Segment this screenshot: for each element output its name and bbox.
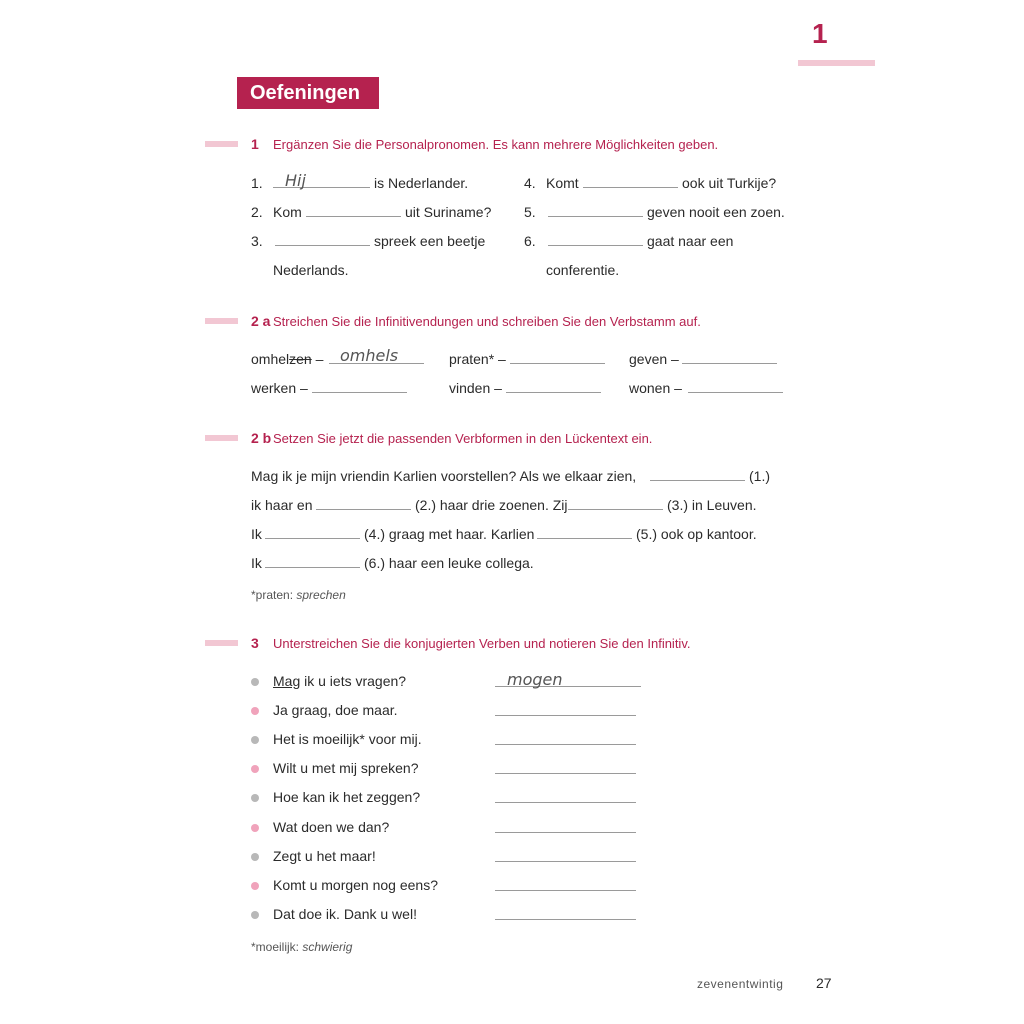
ex2b-text-line-3c: (5.) ook op kantoor. — [636, 526, 757, 542]
chapter-bar — [798, 60, 875, 66]
ex3-sentence-1-rest: ik u iets vragen? — [300, 673, 407, 689]
ex3-sentence-8: Komt u morgen nog eens? — [273, 877, 438, 893]
ex1-item-1-num: 1. — [251, 175, 263, 191]
exercise-1-bar — [205, 141, 238, 147]
ex1-item-6-blank[interactable] — [548, 245, 643, 246]
ex2b-text-line-2a: ik haar en — [251, 497, 313, 513]
ex2b-text-line-3a: Ik — [251, 526, 262, 542]
ex2b-blank-3[interactable] — [568, 509, 663, 510]
exercise-2a-instruction: Streichen Sie die Infinitivendungen und schreiben Sie den Verbstamm auf. — [273, 314, 701, 329]
ex2a-blank-2[interactable] — [510, 363, 605, 364]
ex2b-blank-4[interactable] — [265, 538, 360, 539]
ex2a-item-praten: praten* – — [449, 351, 506, 367]
exercise-1-instruction: Ergänzen Sie die Personalpronomen. Es kann mehrere Möglichkeiten geben. — [273, 137, 719, 152]
exercise-2a-number: 2 a — [251, 313, 271, 329]
ex2b-footnote-value: sprechen — [296, 588, 346, 602]
ex1-item-3-cont: Nederlands. — [273, 262, 349, 278]
ex1-item-6-num: 6. — [524, 233, 536, 249]
bullet-icon — [251, 794, 259, 802]
ex2b-blank-5[interactable] — [537, 538, 632, 539]
bullet-icon — [251, 853, 259, 861]
exercise-1-number: 1 — [251, 136, 259, 152]
ex3-sentence-5: Hoe kan ik het zeggen? — [273, 789, 421, 805]
ex1-item-1-after: is Nederlander. — [374, 175, 469, 191]
ex1-item-5-num: 5. — [524, 204, 536, 220]
ex1-item-3-after: spreek een beetje — [374, 233, 486, 249]
bullet-icon — [251, 736, 259, 744]
ex2a-struck-ending: zen — [289, 351, 312, 367]
ex3-blank-2[interactable] — [495, 715, 636, 716]
ex2a-blank-6[interactable] — [688, 392, 783, 393]
ex1-item-5-after: geven nooit een zoen. — [647, 204, 785, 220]
exercise-3-number: 3 — [251, 635, 259, 651]
ex3-underlined-verb: Mag — [273, 673, 301, 689]
ex2a-item-werken: werken – — [251, 380, 308, 396]
ex3-blank-6[interactable] — [495, 832, 636, 833]
ex3-blank-3[interactable] — [495, 744, 636, 745]
ex1-item-2-after: uit Suriname? — [405, 204, 492, 220]
ex2b-footnote — [251, 588, 346, 602]
ex2b-text-line-4b: (6.) haar een leuke collega. — [364, 555, 534, 571]
exercise-3-instruction: Unterstreichen Sie die konjugierten Verben und notieren Sie den Infinitiv. — [273, 636, 691, 651]
ex3-sentence-4: Wilt u met mij spreken? — [273, 760, 419, 776]
ex1-item-4-num: 4. — [524, 175, 536, 191]
ex3-footnote-label: *moeilijk: — [251, 940, 300, 954]
ex3-footnote-value: schwierig — [302, 940, 353, 954]
ex3-sentence-6: Wat doen we dan? — [273, 819, 390, 835]
ex2b-blank-6[interactable] — [265, 567, 360, 568]
ex1-item-3-num: 3. — [251, 233, 263, 249]
page-number: 27 — [816, 975, 832, 991]
ex2b-text-line-1b: (1.) — [749, 468, 770, 484]
ex1-item-2-num: 2. — [251, 204, 263, 220]
exercise-2b-bar — [205, 435, 238, 441]
ex3-footnote — [251, 940, 352, 954]
ex2a-stem: omhel — [251, 351, 290, 367]
ex2b-text-line-2b: (2.) haar drie zoenen. Zij — [415, 497, 568, 513]
ex1-item-6-after: gaat naar een — [647, 233, 734, 249]
exercise-2a-bar — [205, 318, 238, 324]
ex2b-text-line-1a: Mag ik je mijn vriendin Karlien voorstellen? Als we elkaar zien, — [251, 468, 637, 484]
ex3-sentence-2: Ja graag, doe maar. — [273, 702, 398, 718]
ex3-blank-5[interactable] — [495, 802, 636, 803]
exercise-3-bar — [205, 640, 238, 646]
exercise-2b-number: 2 b — [251, 430, 272, 446]
ex2a-dash: – — [311, 351, 324, 367]
ex1-item-4-before: Komt — [546, 175, 579, 191]
ex2b-text-line-2c: (3.) in Leuven. — [667, 497, 757, 513]
ex2a-blank-4[interactable] — [312, 392, 407, 393]
ex2b-footnote-label: *praten: — [251, 588, 294, 602]
ex3-blank-7[interactable] — [495, 861, 636, 862]
bullet-icon — [251, 765, 259, 773]
page-number-word: zevenentwintig — [697, 977, 784, 991]
ex3-blank-4[interactable] — [495, 773, 636, 774]
ex3-answer-1: mogen — [507, 670, 563, 689]
ex2a-blank-5[interactable] — [506, 392, 601, 393]
ex3-blank-9[interactable] — [495, 919, 636, 920]
exercise-2b-instruction: Setzen Sie jetzt die passenden Verbformen in den Lückentext ein. — [273, 431, 653, 446]
ex2b-blank-2[interactable] — [316, 509, 411, 510]
chapter-number: 1 — [812, 18, 828, 49]
ex1-item-2-before: Kom — [273, 204, 302, 220]
ex1-item-3-blank[interactable] — [275, 245, 370, 246]
ex2a-item-geven: geven – — [629, 351, 679, 367]
ex3-blank-8[interactable] — [495, 890, 636, 891]
ex1-item-5-blank[interactable] — [548, 216, 643, 217]
ex3-sentence-1 — [273, 673, 406, 689]
bullet-icon — [251, 824, 259, 832]
ex3-sentence-9: Dat doe ik. Dank u wel! — [273, 906, 417, 922]
ex2a-item-omhelzen — [251, 351, 323, 367]
bullet-icon — [251, 678, 259, 686]
ex1-item-6-cont: conferentie. — [546, 262, 620, 278]
ex2b-text-line-3b: (4.) graag met haar. Karlien — [364, 526, 535, 542]
ex1-item-4-after: ook uit Turkije? — [682, 175, 777, 191]
ex2a-item-vinden: vinden – — [449, 380, 502, 396]
bullet-icon — [251, 707, 259, 715]
ex3-sentence-3: Het is moeilijk* voor mij. — [273, 731, 422, 747]
ex1-item-1-answer: Hij — [285, 171, 306, 190]
ex2b-blank-1[interactable] — [650, 480, 745, 481]
ex2a-item-wonen: wonen – — [629, 380, 682, 396]
ex2b-text-line-4a: Ik — [251, 555, 262, 571]
ex2a-blank-3[interactable] — [682, 363, 777, 364]
ex3-sentence-7: Zegt u het maar! — [273, 848, 376, 864]
ex1-item-2-blank[interactable] — [306, 216, 401, 217]
section-heading: Oefeningen — [250, 82, 361, 104]
bullet-icon — [251, 882, 259, 890]
ex1-item-4-blank[interactable] — [583, 187, 678, 188]
bullet-icon — [251, 911, 259, 919]
ex2a-answer-1: omhels — [340, 346, 399, 365]
